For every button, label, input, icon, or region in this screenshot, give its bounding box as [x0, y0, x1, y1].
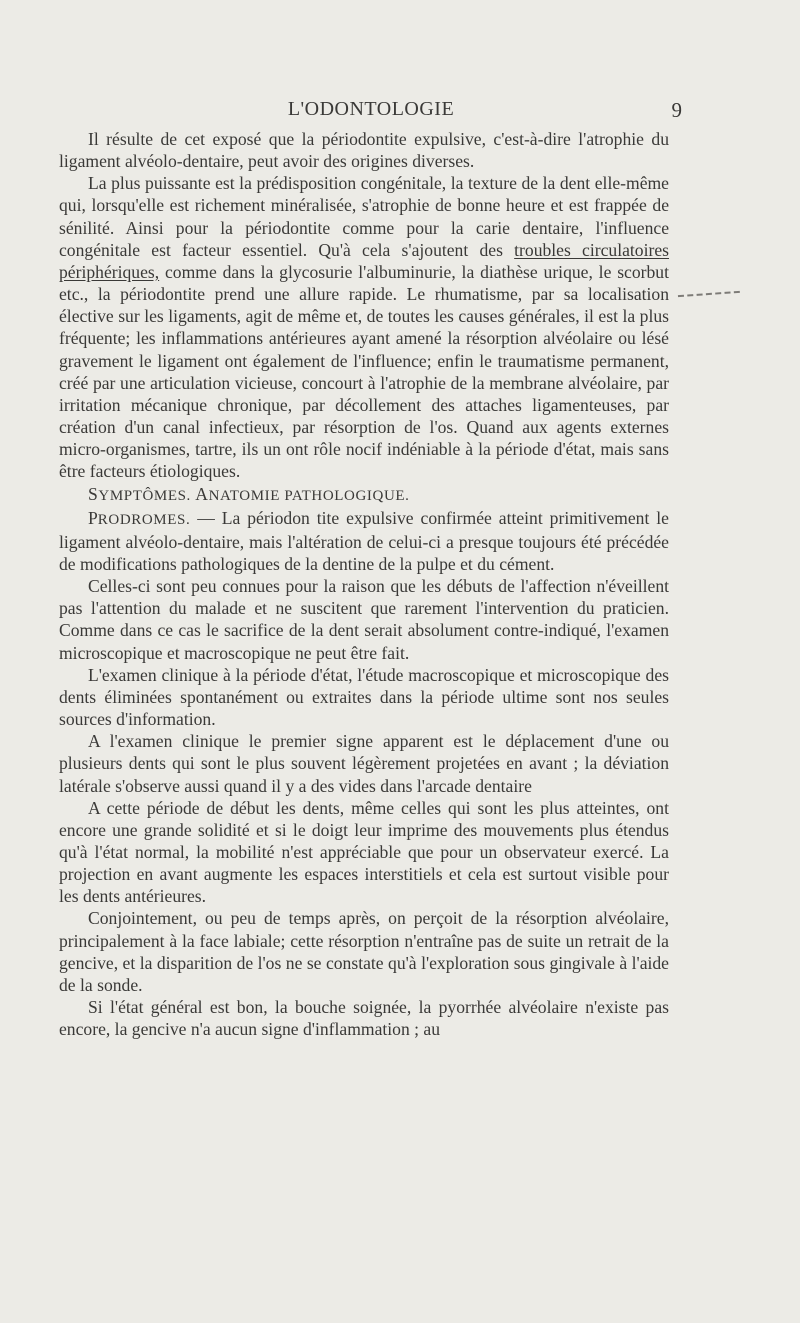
paragraph-2-continuation: comme dans la glycosurie l'albuminurie, la diathèse urique, le scorbut etc., la périodontite prend une allure rapide. Le rhumatisme, par sa localisation élective sur les ligaments, agit de même et, de toutes les causes générales, il est la plus fréquente; les inflammations antérieures ayant amené la résorption alvéolaire ou lésé gravement le ligament ont également de l'influence; enfin le traumatisme permanent, créé par une articulation vicieuse, concourt à l'atrophie de la membrane alvéolaire, par irritation mécanique chronique, par décollement des attaches ligamenteuses, par création d'un canal infectieux, par résorption de l'os. Quand aux agents externes micro-organismes, tartre, ils un ont rôle nocif indéniable à la période d'état, mais sans être facteurs étiologiques.	[59, 261, 669, 482]
section-heading	[59, 483, 669, 507]
heading-word-2: NATOMIE PATHOLOGIQUE.	[208, 487, 410, 504]
underlined-word: périphériques,	[59, 261, 160, 282]
paragraph-prodromes	[59, 507, 669, 575]
prodromes-label: RODROMES.	[97, 511, 191, 528]
prodromes-initial: P	[88, 507, 98, 528]
paragraph-4: Celles-ci sont peu connues pour la raison que les débuts de l'affection n'éveillent pas l'attention du malade et ne suscitent que rarement l'intervention du praticien. Comme dans ce cas le sacrifice de la dent serait absolument contre-indiqué, l'examen microscopique et macroscopique ne peut être fait.	[59, 576, 669, 663]
heading-initial-2: A	[195, 483, 209, 504]
paragraph-2	[59, 172, 669, 482]
paragraph-9: Si l'état général est bon, la bouche soignée, la pyorrhée alvéolaire n'existe pas encore, la gencive n'a aucun signe d'inflammation ; au	[59, 997, 669, 1040]
paragraph-1: Il résulte de cet exposé que la périodontite expulsive, c'est-à-dire l'atrophie du ligament alvéolo-dentaire, peut avoir des origines diverses.	[59, 129, 669, 172]
paragraph-6: A l'examen clinique le premier signe apparent est le déplacement d'une ou plusieurs dents qui sont le plus souvent légèrement projetées en avant ; la déviation latérale s'observe aussi quand il y a des vides dans l'arcade dentaire	[59, 731, 669, 796]
heading-initial-1: S	[88, 483, 99, 504]
paragraph-7: A cette période de début les dents, même celles qui sont les plus atteintes, ont encore une grande solidité et si le doigt leur imprime des mouvements plus étendus qu'à l'état normal, la mobilité n'est appréciable que pour un observateur exercé. La projection en avant augmente les espaces interstitiels et cela est surtout visible pour les dents antérieures.	[59, 797, 669, 907]
heading-word-1: YMPTÔMES.	[98, 487, 191, 504]
paragraph-5: L'examen clinique à la période d'état, l'étude macroscopique et microscopique des dents éliminées spontanément ou extraites dans la période ultime sont nos seules sources d'information.	[59, 664, 669, 730]
running-title: L'ODONTOLOGIE	[287, 98, 455, 120]
paragraph-2-text: La plus puissante est la prédisposition congénitale, la texture de la dent elle-même qui, lorsqu'elle est richement minéralisée, s'atrophie de bonne heure et est frappée de sénilité. Ainsi pour la périodontite comme pour la carie dentaire, l'influence congénitale est facteur essentiel. Qu'à cela s'ajoutent des	[59, 173, 669, 260]
paragraph-8: Conjointement, ou peu de temps après, on perçoit de la résorption alvéolaire, principalement à la face labiale; cette résorption n'entraîne pas de suite un retrait de la gencive, et la disparition de l'os ne se constate qu'à l'exploration sous gingivale à l'aide de la sonde.	[59, 908, 669, 995]
page-number: 9	[671, 98, 682, 122]
body-text	[59, 128, 669, 1040]
underlined-phrase: troubles circulatoires	[514, 239, 670, 260]
running-head	[60, 98, 682, 122]
prodromes-text: — La périodon tite expulsive confirmée atteint primitivement le ligament alvéolo-dentaire, mais l'altération de celui-ci a presque toujours été précédée de modifications pathologiques de la dentine de la pulpe et du cément.	[59, 507, 669, 574]
margin-pencil-mark	[678, 291, 740, 300]
